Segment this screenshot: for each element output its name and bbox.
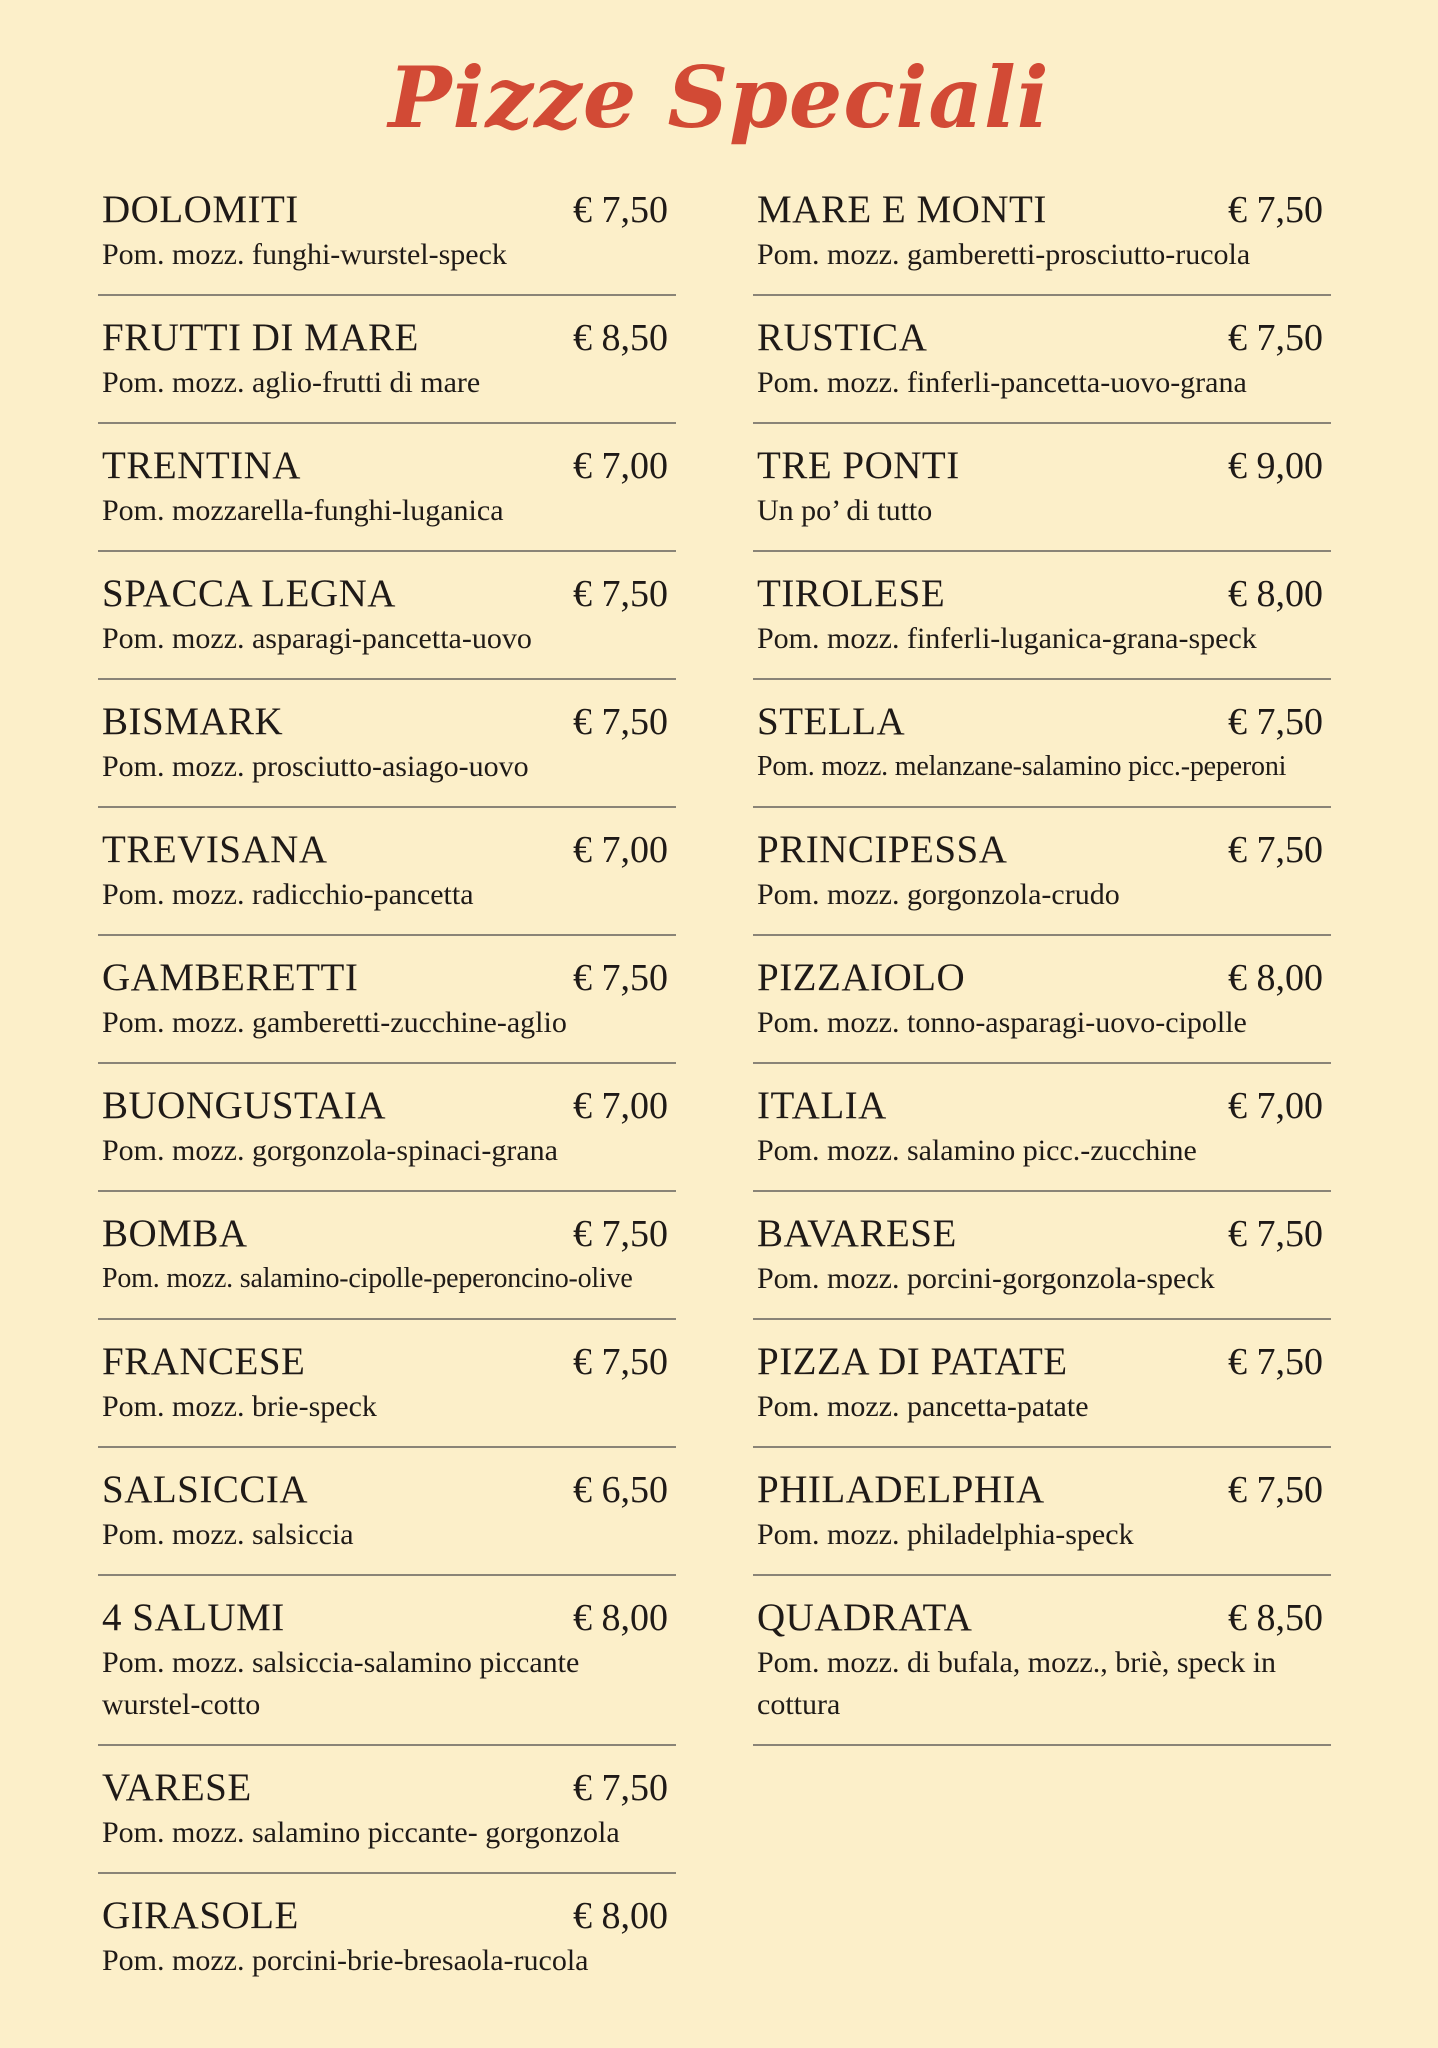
item-name: 4 SALUMI bbox=[102, 1596, 285, 1639]
item-description: Pom. mozz. salamino picc.-zucchine bbox=[757, 1134, 1197, 1167]
item-description: Pom. mozz. radicchio-pancetta bbox=[102, 878, 474, 911]
item-name: BOMBA bbox=[102, 1212, 248, 1255]
menu-item bbox=[98, 1448, 676, 1576]
item-price: € 9,00 bbox=[1228, 445, 1323, 487]
item-description: Pom. mozz. melanzane-salamino picc.-peperoni bbox=[757, 751, 1287, 782]
item-description: Pom. mozz. salamino-cipolle-peperoncino-olive bbox=[102, 1263, 633, 1294]
right-menu-column bbox=[753, 168, 1331, 1746]
menu-item bbox=[753, 1064, 1331, 1192]
item-price: € 7,50 bbox=[1228, 1469, 1323, 1511]
item-name: TRENTINA bbox=[102, 444, 301, 487]
item-price: € 7,00 bbox=[573, 1085, 668, 1127]
item-name: SALSICCIA bbox=[102, 1468, 309, 1511]
item-name: FRANCESE bbox=[102, 1340, 306, 1383]
menu-item bbox=[98, 552, 676, 680]
item-name: PIZZAIOLO bbox=[757, 956, 966, 999]
menu-item bbox=[98, 1320, 676, 1448]
item-name: BISMARK bbox=[102, 700, 284, 743]
item-price: € 7,50 bbox=[573, 1341, 668, 1383]
item-name: VARESE bbox=[102, 1766, 252, 1809]
item-description: Pom. mozz. gamberetti-prosciutto-rucola bbox=[757, 238, 1251, 271]
item-name: PHILADELPHIA bbox=[757, 1468, 1045, 1511]
menu-item bbox=[753, 808, 1331, 936]
menu-item bbox=[98, 296, 676, 424]
item-price: € 7,00 bbox=[573, 445, 668, 487]
menu-title: Pizze Speciali bbox=[388, 48, 1050, 147]
item-description: Pom. mozz. tonno-asparagi-uovo-cipolle bbox=[757, 1006, 1247, 1039]
item-price: € 7,50 bbox=[1228, 829, 1323, 871]
menu-item bbox=[98, 168, 676, 296]
item-name: MARE E MONTI bbox=[757, 188, 1047, 231]
item-price: € 7,50 bbox=[573, 573, 668, 615]
item-price: € 7,50 bbox=[1228, 317, 1323, 359]
menu-item bbox=[98, 1064, 676, 1192]
item-price: € 7,50 bbox=[573, 1767, 668, 1809]
item-price: € 8,00 bbox=[1228, 957, 1323, 999]
item-name: PIZZA DI PATATE bbox=[757, 1340, 1068, 1383]
menu-item bbox=[753, 1192, 1331, 1320]
item-price: € 7,50 bbox=[573, 701, 668, 743]
item-name: QUADRATA bbox=[757, 1596, 973, 1639]
item-description: Pom. mozz. prosciutto-asiago-uovo bbox=[102, 750, 529, 783]
item-price: € 6,50 bbox=[573, 1469, 668, 1511]
item-price: € 7,50 bbox=[1228, 701, 1323, 743]
item-name: DOLOMITI bbox=[102, 188, 299, 231]
item-price: € 7,50 bbox=[1228, 1341, 1323, 1383]
item-price: € 7,50 bbox=[573, 957, 668, 999]
item-price: € 8,50 bbox=[573, 317, 668, 359]
menu-item bbox=[98, 1874, 676, 2000]
item-name: TRE PONTI bbox=[757, 444, 960, 487]
item-description: Pom. mozz. philadelphia-speck bbox=[757, 1518, 1134, 1551]
item-description: Pom. mozz. funghi-wurstel-speck bbox=[102, 238, 507, 271]
item-name: TREVISANA bbox=[102, 828, 328, 871]
menu-item bbox=[98, 680, 676, 808]
item-name: GIRASOLE bbox=[102, 1894, 299, 1937]
item-description: Pom. mozz. aglio-frutti di mare bbox=[102, 366, 481, 399]
item-description: Pom. mozzarella-funghi-luganica bbox=[102, 494, 504, 527]
item-name: ITALIA bbox=[757, 1084, 887, 1127]
item-description: Pom. mozz. asparagi-pancetta-uovo bbox=[102, 622, 532, 655]
item-description: Pom. mozz. porcini-brie-bresaola-rucola bbox=[102, 1944, 589, 1977]
item-price: € 7,50 bbox=[1228, 189, 1323, 231]
item-price: € 7,50 bbox=[573, 189, 668, 231]
item-name: BUONGUSTAIA bbox=[102, 1084, 387, 1127]
item-price: € 8,50 bbox=[1228, 1597, 1323, 1639]
item-name: GAMBERETTI bbox=[102, 956, 359, 999]
item-description: Pom. mozz. salsiccia-salamino piccante wurstel-cotto bbox=[102, 1646, 580, 1721]
item-price: € 7,50 bbox=[573, 1213, 668, 1255]
item-name: FRUTTI DI MARE bbox=[102, 316, 419, 359]
menu-item bbox=[753, 296, 1331, 424]
menu-item bbox=[753, 936, 1331, 1064]
item-name: PRINCIPESSA bbox=[757, 828, 1008, 871]
menu-item bbox=[753, 424, 1331, 552]
menu-item bbox=[98, 936, 676, 1064]
item-price: € 8,00 bbox=[1228, 573, 1323, 615]
menu-item bbox=[753, 1320, 1331, 1448]
menu-item bbox=[753, 1448, 1331, 1576]
item-name: RUSTICA bbox=[757, 316, 928, 359]
item-price: € 8,00 bbox=[573, 1895, 668, 1937]
menu-item bbox=[753, 680, 1331, 808]
item-price: € 8,00 bbox=[573, 1597, 668, 1639]
item-name: TIROLESE bbox=[757, 572, 946, 615]
item-description: Pom. mozz. gorgonzola-crudo bbox=[757, 878, 1120, 911]
menu-item bbox=[98, 1746, 676, 1874]
item-price: € 7,00 bbox=[1228, 1085, 1323, 1127]
item-name: SPACCA LEGNA bbox=[102, 572, 396, 615]
menu-item bbox=[753, 168, 1331, 296]
menu-item bbox=[98, 424, 676, 552]
menu-item bbox=[98, 1192, 676, 1320]
left-menu-column bbox=[98, 168, 676, 2000]
item-description: Pom. mozz. di bufala, mozz., briè, speck in cottura bbox=[757, 1646, 1277, 1721]
menu-item bbox=[753, 552, 1331, 680]
menu-item bbox=[753, 1576, 1331, 1746]
item-description: Un po’ di tutto bbox=[757, 494, 933, 527]
item-description: Pom. mozz. porcini-gorgonzola-speck bbox=[757, 1262, 1215, 1295]
item-description: Pom. mozz. gamberetti-zucchine-aglio bbox=[102, 1006, 567, 1039]
item-price: € 7,00 bbox=[573, 829, 668, 871]
item-price: € 7,50 bbox=[1228, 1213, 1323, 1255]
item-description: Pom. mozz. finferli-pancetta-uovo-grana bbox=[757, 366, 1247, 399]
item-name: BAVARESE bbox=[757, 1212, 957, 1255]
item-description: Pom. mozz. salsiccia bbox=[102, 1518, 354, 1551]
item-description: Pom. mozz. pancetta-patate bbox=[757, 1390, 1089, 1423]
item-description: Pom. mozz. gorgonzola-spinaci-grana bbox=[102, 1134, 558, 1167]
menu-item bbox=[98, 1576, 676, 1746]
item-description: Pom. mozz. brie-speck bbox=[102, 1390, 377, 1423]
menu-item bbox=[98, 808, 676, 936]
item-name: STELLA bbox=[757, 700, 906, 743]
item-description: Pom. mozz. salamino piccante- gorgonzola bbox=[102, 1816, 620, 1849]
item-description: Pom. mozz. finferli-luganica-grana-speck bbox=[757, 622, 1257, 655]
